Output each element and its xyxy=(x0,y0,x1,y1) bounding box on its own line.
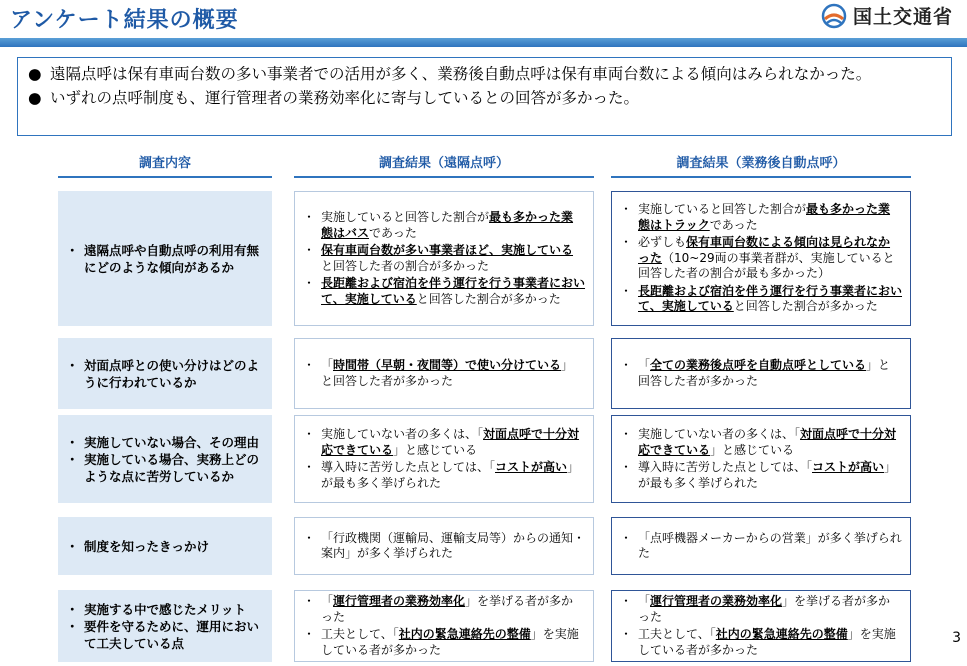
bullet-icon: ・ xyxy=(66,618,79,634)
column-underline xyxy=(611,176,911,178)
bullet-text xyxy=(638,427,902,458)
summary-item xyxy=(28,62,941,86)
remote-result-cell xyxy=(294,590,594,662)
bullet-text xyxy=(638,284,902,315)
text-segment: 社内の緊急連絡先の整備 xyxy=(715,627,848,641)
text-segment: 工夫として、「 xyxy=(321,627,399,641)
auto-result-cell xyxy=(611,338,911,409)
bullet-icon: ・ xyxy=(620,627,633,641)
column-underline xyxy=(294,176,594,178)
bullet-icon: ・ xyxy=(303,627,316,641)
text-segment: コストが高い xyxy=(812,460,885,474)
page-title: アンケート結果の概要 xyxy=(10,8,239,33)
auto-result-cell xyxy=(611,517,911,575)
bullet-icon: ・ xyxy=(303,210,316,224)
summary-text: 遠隔点呼は保有車両台数の多い事業者での活用が多く、業務後自動点呼は保有車両台数による傾向はみられなかった。 xyxy=(50,65,872,83)
text-segment: 導入時に苦労した点としては、「 xyxy=(638,460,813,474)
text-segment: と回答した割合が多かった xyxy=(733,299,878,314)
bullet-text xyxy=(321,531,585,562)
bullet-item xyxy=(303,531,585,562)
bullet-icon: ・ xyxy=(66,451,79,467)
bullet-item xyxy=(303,627,585,658)
survey-item-cell xyxy=(58,517,272,575)
bullet-item xyxy=(303,210,585,241)
survey-item-cell xyxy=(58,191,272,326)
bullet-icon: ・ xyxy=(620,283,633,298)
text-segment: 「 xyxy=(638,358,651,372)
bullet-item xyxy=(303,358,585,389)
bullet-icon: ・ xyxy=(303,594,316,608)
summary-box xyxy=(17,57,952,136)
bullet-item xyxy=(620,594,902,625)
bullet-text xyxy=(321,243,585,274)
text-segment: 」を挙げる者が多かった xyxy=(638,594,891,624)
question-text: 実施している場合、実務上どのような点に苦労しているか xyxy=(84,451,260,484)
bullet-text xyxy=(321,594,585,625)
text-segment: 必ずしも xyxy=(638,235,687,250)
bullet-item xyxy=(303,427,585,458)
bullet-text xyxy=(638,531,902,562)
text-segment: 」と感じている xyxy=(710,442,795,457)
text-segment: であった xyxy=(369,225,417,240)
bullet-text xyxy=(638,594,902,625)
text-segment: 最も多かった業態はトラック xyxy=(638,202,891,232)
question-text: 要件を守るために、運用において工夫している点 xyxy=(84,618,260,651)
text-segment: 工夫として、「 xyxy=(638,627,716,641)
question-item xyxy=(66,357,264,391)
logo-text: 国土交通省 xyxy=(852,6,953,28)
summary-text: いずれの点呼制度も、運行管理者の業務効率化に寄与しているとの回答が多かった。 xyxy=(50,89,640,107)
text-segment: 」と回答した者が多かった xyxy=(638,358,891,388)
text-segment: 社内の緊急連絡先の整備 xyxy=(398,627,531,641)
text-segment: 対面点呼で十分対応できている xyxy=(321,427,580,457)
text-segment: 運行管理者の業務効率化 xyxy=(650,594,783,608)
auto-result-cell xyxy=(611,191,911,326)
bullet-icon: ● xyxy=(28,65,42,83)
bullet-icon: ・ xyxy=(620,460,633,474)
question-item xyxy=(66,538,264,555)
bullet-item xyxy=(620,427,902,458)
text-segment: （10~29両の事業者群が、実施していると回答した者の割合が最も多かった） xyxy=(638,250,895,281)
bullet-item xyxy=(303,460,585,491)
auto-result-cell xyxy=(611,590,911,662)
question-text: 制度を知ったきっかけ xyxy=(84,538,210,554)
survey-item-cell xyxy=(58,415,272,503)
bullet-text xyxy=(638,627,902,658)
bullet-icon: ・ xyxy=(303,460,316,474)
bullet-item xyxy=(620,235,902,282)
text-segment: 時間帯（早朝・夜間等）で使い分けている xyxy=(333,358,562,372)
header-bar xyxy=(0,38,967,47)
bullet-icon: ・ xyxy=(620,594,633,608)
text-segment: 「行政機関（運輸局、運輸支局等）からの通知・案内」が多く挙げられた xyxy=(321,530,586,560)
text-segment: 」を実施している者が多かった xyxy=(638,627,896,657)
text-segment: 「 xyxy=(638,594,651,608)
question-item xyxy=(66,618,264,652)
text-segment: 「 xyxy=(321,358,334,372)
text-segment: 実施していると回答した割合が xyxy=(321,210,490,224)
question-item xyxy=(66,434,264,451)
bullet-item xyxy=(620,460,902,491)
bullet-item xyxy=(620,358,902,389)
survey-item-cell xyxy=(58,590,272,662)
ministry-logo xyxy=(821,2,953,29)
bullet-text xyxy=(638,460,902,491)
text-segment: 全ての業務後点呼を自動点呼としている xyxy=(650,358,867,372)
bullet-icon: ・ xyxy=(303,243,316,257)
bullet-icon: ・ xyxy=(620,427,633,441)
bullet-item xyxy=(620,202,902,233)
column-underline xyxy=(58,176,272,178)
text-segment: 最も多かった業態はバス xyxy=(321,210,574,240)
bullet-icon: ・ xyxy=(620,358,633,372)
bullet-item xyxy=(620,284,902,315)
question-text: 実施する中で感じたメリット xyxy=(84,601,247,617)
bullet-text xyxy=(321,358,585,389)
bullet-icon: ・ xyxy=(303,276,316,290)
bullet-icon: ・ xyxy=(66,601,79,617)
text-segment: 」と感じている xyxy=(393,442,478,457)
bullet-icon: ・ xyxy=(303,530,316,545)
text-segment: であった xyxy=(709,217,758,232)
column-header-survey: 調査内容 xyxy=(138,156,191,171)
bullet-item xyxy=(620,627,902,658)
bullet-item xyxy=(303,276,585,307)
bullet-text xyxy=(638,202,902,233)
remote-result-cell xyxy=(294,415,594,503)
bullet-item xyxy=(620,531,902,562)
bullet-item xyxy=(303,243,585,274)
remote-result-cell xyxy=(294,338,594,409)
bullet-text xyxy=(638,358,902,389)
text-segment: 」が最も多く挙げられた xyxy=(638,460,897,490)
bullet-icon: ・ xyxy=(620,235,633,250)
text-segment: 導入時に苦労した点としては、「 xyxy=(321,460,496,474)
question-item xyxy=(66,451,264,485)
bullet-text xyxy=(321,210,585,241)
text-segment: 長距離および宿泊を伴う運行を行う事業者において、実施している xyxy=(321,276,586,306)
bullet-item xyxy=(303,594,585,625)
text-segment: 長距離および宿泊を伴う運行を行う事業者において、実施している xyxy=(638,283,903,314)
bullet-icon: ・ xyxy=(66,538,79,554)
mlit-logo-icon xyxy=(821,3,847,29)
text-segment: 」と回答した者が多かった xyxy=(321,358,574,388)
bullet-icon: ・ xyxy=(66,357,79,373)
bullet-text xyxy=(321,460,585,491)
column-header-remote: 調査結果（遠隔点呼） xyxy=(378,156,509,171)
remote-result-cell xyxy=(294,517,594,575)
text-segment: 保有車両台数が多い事業者ほど、実施している xyxy=(321,243,574,257)
question-text: 対面点呼との使い分けはどのように行われているか xyxy=(84,357,260,390)
column-header-auto: 調査結果（業務後自動点呼） xyxy=(676,156,846,171)
bullet-icon: ・ xyxy=(620,530,633,545)
text-segment: 」を挙げる者が多かった xyxy=(321,594,574,624)
bullet-icon: ・ xyxy=(66,242,79,258)
text-segment: 対面点呼で十分対応できている xyxy=(638,427,897,457)
text-segment: 」を実施している者が多かった xyxy=(321,627,579,657)
bullet-icon: ・ xyxy=(66,434,79,450)
bullet-icon: ・ xyxy=(303,358,316,372)
text-segment: コストが高い xyxy=(495,460,568,474)
text-segment: と回答した割合が多かった xyxy=(416,291,561,306)
bullet-icon: ● xyxy=(28,89,42,107)
bullet-text xyxy=(321,427,585,458)
bullet-icon: ・ xyxy=(303,427,316,441)
auto-result-cell xyxy=(611,415,911,503)
question-text: 遠隔点呼や自動点呼の利用有無にどのような傾向があるか xyxy=(84,242,260,275)
text-segment: と回答した者の割合が多かった xyxy=(321,258,490,273)
survey-item-cell xyxy=(58,338,272,409)
summary-item xyxy=(28,86,941,110)
text-segment: 保有車両台数による傾向は見られなかった xyxy=(638,235,891,265)
question-text: 実施していない場合、その理由 xyxy=(84,434,260,450)
text-segment: 」が最も多く挙げられた xyxy=(321,460,580,490)
page-number: 3 xyxy=(952,630,961,646)
text-segment: 運行管理者の業務効率化 xyxy=(333,594,466,608)
question-item xyxy=(66,601,264,618)
question-item xyxy=(66,242,264,276)
text-segment: 実施していない者の多くは、「 xyxy=(321,427,484,441)
bullet-icon: ・ xyxy=(620,202,633,217)
bullet-text xyxy=(321,627,585,658)
bullet-text xyxy=(321,276,585,307)
text-segment: 「点呼機器メーカーからの営業」が多く挙げられた xyxy=(638,530,902,560)
bullet-text xyxy=(638,235,902,282)
remote-result-cell xyxy=(294,191,594,326)
text-segment: 実施していると回答した割合が xyxy=(638,202,807,217)
text-segment: 実施していない者の多くは、「 xyxy=(638,427,801,441)
text-segment: 「 xyxy=(321,594,334,608)
